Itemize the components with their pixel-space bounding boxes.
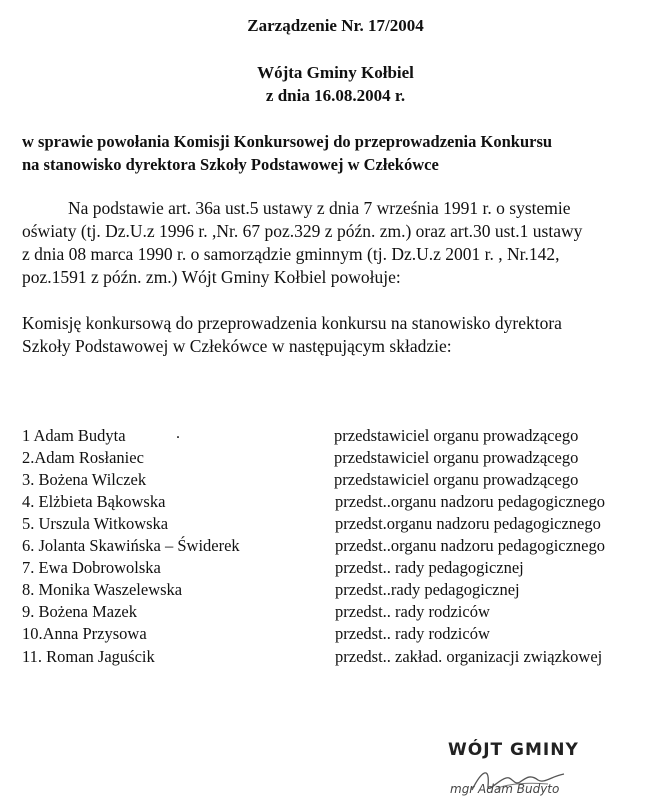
intro-line-2: Szkoły Podstawowej w Człekówce w następującym składzie: — [22, 336, 452, 356]
member-name: 9. Bożena Mazek — [22, 602, 137, 621]
member-name: 6. Jolanta Skawińska – Świderek — [22, 536, 240, 555]
issuing-authority: Wójta Gminy Kołbiel — [257, 63, 414, 82]
member-name: 11. Roman Jaguścik — [22, 647, 155, 666]
preamble-line-2: oświaty (tj. Dz.U.z 1996 r. ,Nr. 67 poz.329 z późn. zm.) oraz art.30 ust.1 ustawy — [22, 221, 583, 241]
member-role: przedstawiciel organu prowadzącego — [334, 470, 579, 489]
signatory-name: mgr Adam Budyto — [450, 782, 560, 796]
subject-line-1: w sprawie powołania Komisji Konkursowej do przeprowadzenia Konkursu — [22, 132, 553, 151]
member-role: przedst.. rady pedagogicznej — [335, 558, 524, 577]
member-name: 2.Adam Rosłaniec — [22, 448, 144, 467]
subject-line-2: na stanowisko dyrektora Szkoły Podstawowej w Człekówce — [22, 155, 439, 174]
preamble-line-1: Na podstawie art. 36a ust.5 ustawy z dnia 7 września 1991 r. o systemie — [68, 198, 571, 218]
document-title: Zarządzenie Nr. 17/2004 — [247, 16, 424, 35]
office-stamp: WÓJT GMINY — [448, 740, 579, 760]
member-name: 1 Adam Budyta — [22, 426, 126, 445]
member-role: przedst.. rady rodziców — [335, 602, 490, 621]
intro-line-1: Komisję konkursową do przeprowadzenia konkursu na stanowisko dyrektora — [22, 313, 562, 333]
member-role: przedst.organu nadzoru pedagogicznego — [335, 514, 601, 533]
member-role: przedst..organu nadzoru pedagogicznego — [335, 536, 606, 555]
member-role: przedstawiciel organu prowadzącego — [334, 426, 579, 445]
member-role: przedstawiciel organu prowadzącego — [334, 448, 579, 467]
member-role: przedst..organu nadzoru pedagogicznego — [335, 492, 606, 511]
preamble-line-3: z dnia 08 marca 1990 r. o samorządzie gminnym (tj. Dz.U.z 2001 r. , Nr.142, — [22, 244, 560, 264]
member-name: 4. Elżbieta Bąkowska — [22, 492, 166, 511]
member-role: przedst.. rady rodziców — [335, 624, 490, 643]
stray-dot-mark: . — [176, 425, 180, 442]
member-name: 5. Urszula Witkowska — [22, 514, 169, 533]
issue-date: z dnia 16.08.2004 r. — [265, 86, 406, 105]
member-name: 7. Ewa Dobrowolska — [22, 558, 161, 577]
member-name: 10.Anna Przysowa — [22, 624, 147, 643]
member-role: przedst.. zakład. organizacji związkowej — [335, 647, 603, 666]
member-role: przedst..rady pedagogicznej — [335, 580, 520, 599]
member-name: 3. Bożena Wilczek — [22, 470, 147, 489]
member-name: 8. Monika Waszelewska — [22, 580, 183, 599]
preamble-line-4: poz.1591 z późn. zm.) Wójt Gminy Kołbiel powołuje: — [22, 267, 401, 287]
